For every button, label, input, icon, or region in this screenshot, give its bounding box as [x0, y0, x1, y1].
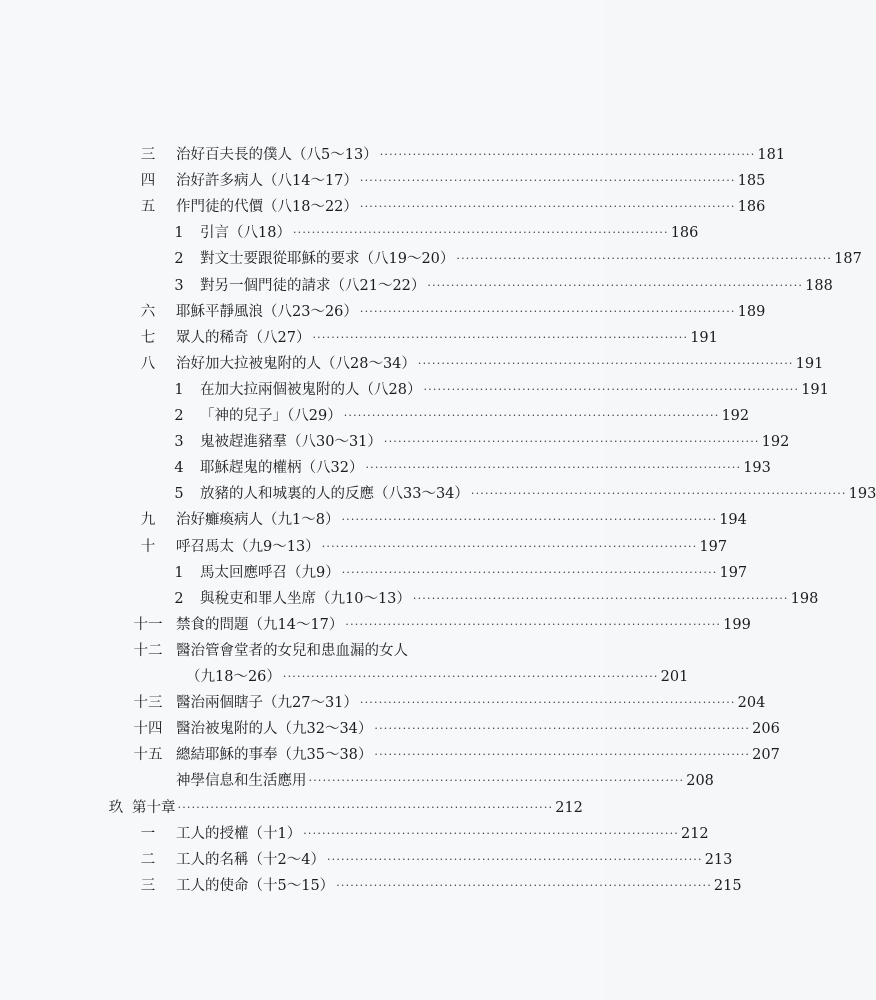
toc-entry-page: 186 — [737, 199, 766, 216]
toc-entry-title: 眾人的稀奇（八27） — [176, 329, 311, 346]
toc-entry-number: 玖 — [108, 799, 124, 816]
toc-entry-page: 187 — [834, 251, 862, 268]
dot-leader: ················································································ — [341, 565, 718, 579]
dot-leader: ················································································ — [321, 539, 698, 553]
toc-entry-number: 十五 — [133, 747, 163, 764]
toc-entry — [0, 718, 780, 740]
toc-entry-title: 對另一個門徒的請求（八21～22） — [200, 277, 426, 294]
dot-leader: ················································································ — [423, 382, 800, 396]
toc-entry-page: 208 — [686, 773, 714, 790]
toc-entry-page: 192 — [761, 434, 790, 451]
toc-entry-title: 總結耶穌的事奉（九35～38） — [176, 747, 373, 764]
toc-entry — [0, 744, 780, 766]
toc-entry — [0, 692, 766, 714]
toc-entry-page: 215 — [713, 877, 742, 894]
dot-leader: ················································································ — [345, 617, 722, 631]
toc-entry-page: 188 — [805, 277, 833, 294]
toc-entry-title: 「神的兒子」（八29） — [200, 408, 342, 424]
toc-entry-page: 194 — [719, 512, 747, 529]
toc-entry-title: 耶穌平靜風浪（八23～26） — [176, 303, 358, 320]
toc-entry — [0, 144, 786, 166]
toc-entry-number: 八 — [140, 355, 156, 372]
toc-entry-number: 一 — [140, 825, 156, 842]
toc-entry — [0, 640, 605, 662]
dot-leader: ················································································ — [282, 670, 659, 683]
toc-entry — [0, 797, 605, 819]
toc-entry-number: 十三 — [133, 695, 163, 712]
toc-entry-title: 醫治兩個瞎子（九27～31） — [176, 695, 358, 712]
toc-entry-page: 191 — [801, 381, 829, 398]
toc-entry-number: 七 — [140, 329, 156, 346]
toc-entry — [0, 875, 742, 897]
toc-entry-number: 十一 — [133, 616, 163, 633]
toc-entry-page: 197 — [719, 564, 748, 581]
toc-entry-page: 189 — [737, 303, 766, 320]
toc-entry-title: 治好百夫長的僕人（八5～13） — [176, 147, 378, 163]
toc-entry-page: 186 — [670, 225, 699, 242]
dot-leader: ················································································ — [456, 252, 833, 266]
toc-entry — [0, 379, 829, 401]
dot-leader: ················································································ — [336, 878, 712, 892]
toc-entry — [0, 588, 819, 610]
dot-leader: ················································································ — [359, 696, 736, 710]
toc-entry-page: 198 — [790, 590, 819, 607]
toc-entry — [0, 248, 862, 270]
toc-entry-page: 199 — [723, 616, 751, 633]
toc-entry — [0, 614, 751, 636]
toc-entry-title: 醫治管會堂者的女兒和患血漏的女人 — [176, 642, 408, 659]
toc-entry-number: 2 — [174, 408, 184, 424]
toc-entry-number: 三 — [140, 877, 156, 894]
dot-leader: ················································································ — [359, 304, 736, 318]
toc-entry-number: 六 — [140, 303, 156, 320]
toc-entry-number: 1 — [174, 381, 184, 398]
toc-entry-title: 治好許多病人（八14～17） — [176, 173, 358, 190]
toc-entry-number: 4 — [174, 460, 184, 477]
toc-entry — [0, 196, 766, 218]
dot-leader: ················································································ — [177, 800, 554, 814]
dot-leader: ················································································ — [359, 174, 736, 188]
toc-entry-number: 十四 — [133, 721, 163, 738]
toc-entry — [0, 770, 714, 792]
toc-entry — [0, 562, 748, 584]
toc-entry-title: 鬼被趕進豬羣（八30～31） — [200, 434, 382, 451]
toc-entry-title: 神學信息和生活應用 — [176, 773, 307, 790]
dot-leader: ················································································ — [359, 200, 736, 214]
toc-entry-title: 第十章 — [132, 799, 176, 816]
toc-entry — [0, 457, 771, 479]
toc-entry-number: 三 — [140, 147, 156, 163]
toc-entry-page: 212 — [680, 825, 709, 842]
toc-entry — [0, 405, 750, 427]
toc-entry-title: 放豬的人和城裏的人的反應（八33～34） — [200, 486, 469, 503]
toc-entry-number: 五 — [140, 199, 156, 216]
toc-entry — [0, 536, 728, 558]
dot-leader: ················································································ — [308, 774, 685, 788]
toc-entry-title: 醫治被鬼附的人（九32～34） — [176, 721, 373, 738]
toc-entry-number: 四 — [140, 173, 156, 190]
toc-entry — [0, 849, 733, 871]
toc-entry-page: 207 — [752, 747, 780, 764]
toc-entry-page: 212 — [555, 799, 583, 816]
dot-leader: ················································································ — [417, 356, 794, 370]
dot-leader: ················································································ — [312, 330, 689, 344]
toc-entry-page: 213 — [704, 851, 733, 868]
toc-entry-title: 與稅吏和罪人坐席（九10～13） — [200, 590, 411, 607]
toc-entry — [0, 301, 766, 323]
toc-entry-title: 引言（八18） — [200, 225, 291, 242]
dot-leader: ················································································ — [470, 487, 847, 501]
toc-entry-page: 191 — [795, 355, 824, 372]
toc-entry — [0, 327, 718, 349]
dot-leader: ················································································ — [365, 461, 742, 475]
toc-entry-title: 禁食的問題（九14～17） — [176, 616, 344, 633]
toc-entry-title: 治好癱瘓病人（九1～8） — [176, 512, 340, 529]
toc-entry-title: （九18～26） — [186, 669, 281, 685]
toc-entry-number: 十 — [140, 538, 156, 555]
toc-entry-title: 治好加大拉被鬼附的人（八28～34） — [176, 355, 416, 372]
dot-leader: ················································································ — [303, 826, 679, 840]
dot-leader: ················································································ — [383, 435, 760, 449]
toc-entry-title: 在加大拉兩個被鬼附的人（八28） — [200, 381, 422, 398]
toc-entry-number: 1 — [174, 225, 184, 242]
toc-entry — [0, 353, 824, 375]
toc-entry-title: 馬太回應呼召（九9） — [200, 564, 340, 581]
toc-entry-page: 206 — [752, 721, 780, 738]
toc-entry-number: 3 — [174, 434, 184, 451]
dot-leader: ················································································ — [341, 513, 718, 527]
toc-entry-number: 2 — [174, 590, 184, 607]
toc-entry-number: 3 — [174, 277, 184, 294]
toc-entry — [0, 509, 747, 531]
toc-entry-page: 192 — [721, 408, 750, 424]
toc-entry-number: 1 — [174, 564, 184, 581]
toc-entry — [0, 483, 876, 505]
dot-leader: ················································································ — [326, 852, 703, 866]
toc-entry-page: 201 — [660, 669, 689, 685]
toc-entry — [0, 275, 833, 297]
toc-entry-page: 185 — [737, 173, 766, 190]
dot-leader: ················································································ — [379, 148, 756, 161]
toc-entry — [0, 666, 689, 688]
toc-entry-page: 197 — [699, 538, 728, 555]
dot-leader: ················································································ — [374, 748, 751, 762]
toc-entry-number: 5 — [174, 486, 184, 503]
toc-entry-page: 181 — [757, 147, 786, 163]
toc-entry-page: 193 — [848, 486, 876, 503]
toc-entry-title: 耶穌趕鬼的權柄（八32） — [200, 460, 364, 477]
toc-entry-number: 二 — [140, 851, 156, 868]
toc-entry — [0, 823, 709, 845]
toc-entry-number: 2 — [174, 251, 184, 268]
toc-entry-page: 193 — [743, 460, 771, 477]
toc-entry — [0, 170, 766, 192]
toc-entry-title: 對文士要跟從耶穌的要求（八19～20） — [200, 251, 455, 268]
toc-entry-page: 191 — [690, 329, 718, 346]
toc-entry — [0, 222, 699, 244]
dot-leader: ················································································ — [374, 722, 751, 736]
toc-entry-title: 呼召馬太（九9～13） — [176, 538, 320, 555]
toc-entry-title: 工人的使命（十5～15） — [176, 877, 335, 894]
dot-leader: ················································································ — [292, 226, 669, 240]
toc-entry-title: 工人的授權（十1） — [176, 825, 302, 842]
dot-leader: ················································································ — [427, 278, 804, 292]
toc-entry-title: 工人的名稱（十2～4） — [176, 851, 325, 868]
dot-leader: ················································································ — [412, 591, 789, 605]
toc-entry-number: 九 — [140, 512, 156, 529]
toc-entry-title: 作門徒的代價（八18～22） — [176, 199, 358, 216]
toc-entry-page: 204 — [737, 695, 766, 712]
dot-leader: ················································································ — [343, 409, 720, 422]
toc-entry — [0, 431, 790, 453]
toc-entry-number: 十二 — [133, 642, 163, 659]
